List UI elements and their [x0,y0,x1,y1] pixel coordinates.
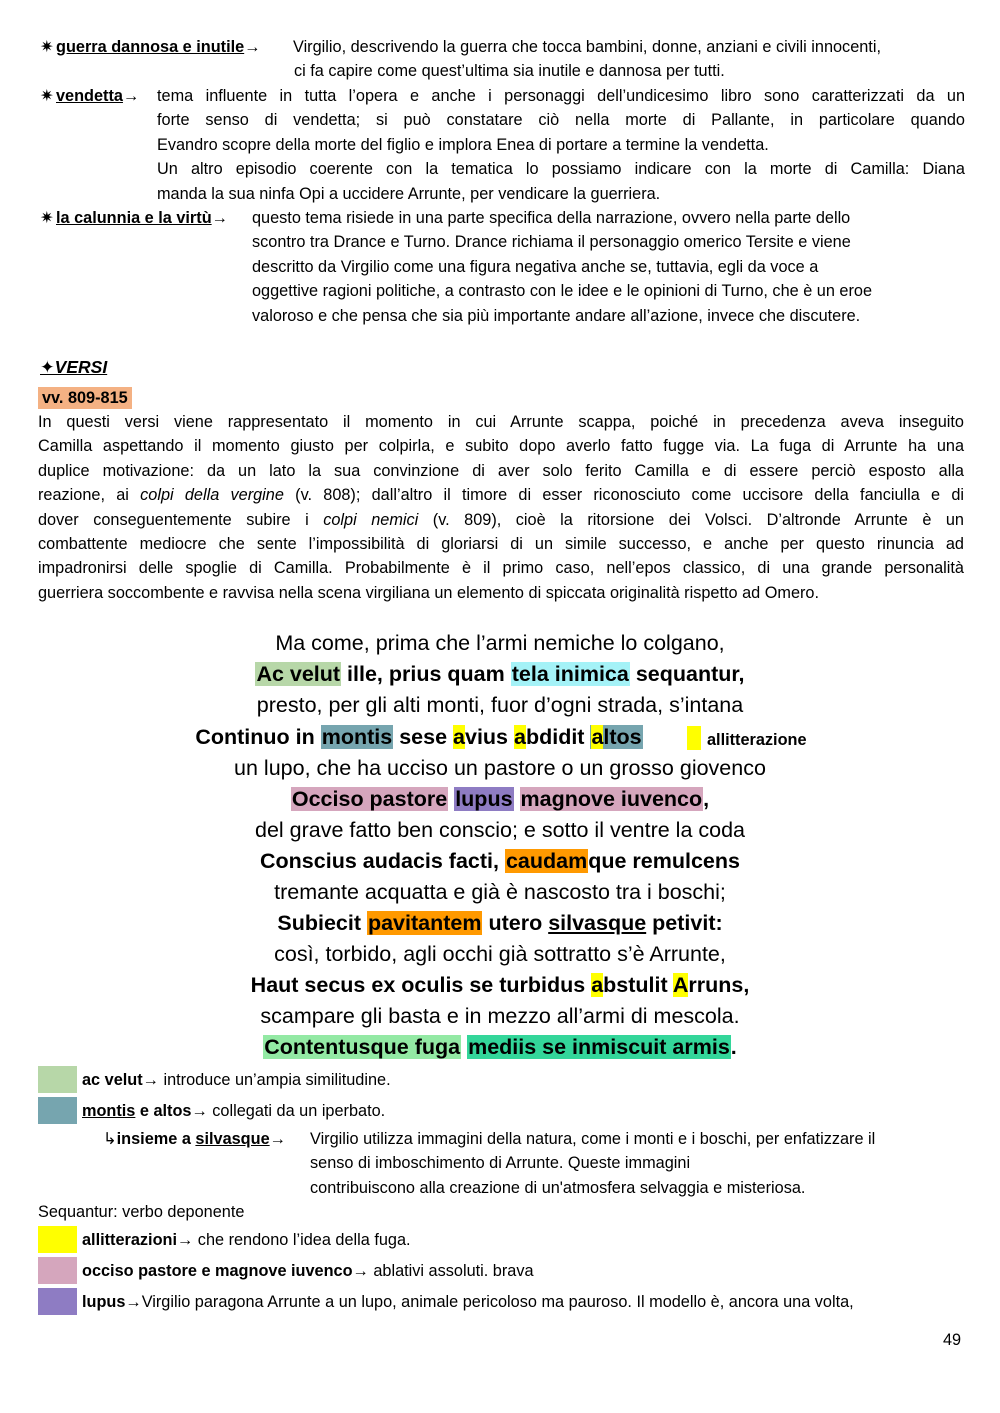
highlight-orange: caudam [505,849,588,873]
highlight-green: Ac velut [256,662,341,686]
highlight-cyan: tela inimica [511,662,629,686]
text-line: descritto da Virgilio come una figura negativa anche se, tuttavia, egli da voce a [252,257,819,276]
poem-italian-line: tremante acquatta e già è nascosto tra i boschi; [274,880,726,904]
highlight-yellow: A [672,973,689,997]
highlight-orange: pavitantem [367,911,482,935]
highlight-teal: montis [321,725,393,749]
theme-bullet-calunnia [40,206,965,330]
poem-latin-line: Contentusque fuga mediis se inmiscuit armis. [264,1035,737,1059]
legend-row-ac-velut: ac velut→ introduce un’ampia similitudine. [38,1066,968,1094]
text-line: Un altro episodio coerente con la tematica lo possiamo indicare con la morte di Camilla: Diana [157,160,965,179]
theme-term: guerra dannosa e inutile [56,38,245,56]
legend-row-allitterazioni: allitterazioni→ che rendono l’idea della fuga. [38,1226,968,1254]
quote-italic: colpi della vergine [140,486,284,505]
highlight-pink: magnove iuvenco [520,787,703,811]
verse-range-tag: vv. 809-815 [38,387,132,409]
color-swatch-purple [38,1288,77,1315]
poem-latin-line: Subiecit pavitantem utero silvasque petivit: [277,911,723,935]
arrow-icon: → [142,1071,159,1089]
text-line: Evandro scopre della morte del figlio e implora Enea di portare a termine la vendetta. [157,135,769,154]
legend-subrow-silvasque: ↳insieme a silvasque→ Virgilio utilizza immagini della natura, come i monti e i boschi, per enfatizzare il senso di imboschimento di Arrunte. Queste immagini contribuiscono alla creazione di un'atmosfera selvaggia e misteriosa. [103,1127,963,1201]
text-line: Camilla aspettando il momento giusto per colpirla, e subito dopo averlo fatto fugge via. La fuga di Arrunte ha una [38,437,964,456]
text-line: questo tema risiede in una parte specifica della narrazione, ovvero nella parte dello [252,209,851,227]
asterisk-bullet-icon: ✷ [40,38,54,56]
text-line: oggettive ragioni politiche, a contrasto con le idee e le opinioni di Turno, che è un eroe [252,282,872,301]
arrow-icon: → [122,87,140,105]
text-line: dover conseguentemente subire i colpi nemici (v. 809), cioè la ritorsione dei Volsci. D’altronde Arrunte è un [38,510,964,529]
highlight-purple: lupus [455,787,513,811]
poem-latin-line: Continuo in montis sese avius abdidit altos [195,725,642,749]
arrow-icon: → [244,38,261,56]
arrow-icon: → [269,1130,286,1148]
text-line: Virgilio utilizza immagini della natura, come i monti e i boschi, per enfatizzare il [310,1130,876,1148]
asterisk-bullet-icon: ✷ [40,87,54,105]
text-line: guerriera soccombente e ravvisa nella scena virgiliana un elemento di spiccata originalità rispetto ad Omero. [38,583,819,602]
text-line: In questi versi viene rappresentato il momento in cui Arrunte scappa, poiché in precedenza aveva inseguito [38,413,964,431]
note-sequantur: Sequantur: verbo deponente [38,1203,245,1221]
text-line: forte senso di vendetta; si può constatare ciò nella morte di Pallante, in particolare quando [157,111,965,130]
poem-italian-line: Ma come, prima che l’armi nemiche lo colgano, [275,631,725,655]
text-line: senso di imboschimento di Arrunte. Queste immagini [310,1154,691,1173]
poem-italian-line: un lupo, che ha ucciso un pastore o un grosso giovenco [234,756,766,780]
quote-italic: colpi nemici [323,510,419,529]
yellow-swatch [687,726,701,750]
arrow-icon: → [352,1262,369,1280]
poem-italian-line: del grave fatto ben conscio; e sotto il ventre la coda [254,818,746,842]
color-swatch-teal [38,1097,77,1124]
return-arrow-icon: ↳ [103,1130,117,1148]
commentary-paragraph [38,410,964,605]
text-line: contribuiscono alla creazione di un'atmosfera selvaggia e misteriosa. [310,1178,806,1197]
poem-italian-line: così, torbido, agli occhi già sottratto s’è Arrunte, [274,942,726,966]
arrow-icon: → [125,1293,142,1311]
text-line: manda la sua ninfa Opi a uccidere Arrunte, per vendicare la guerriera. [157,184,661,203]
text-line: valoroso e che pensa che sia più importante andare all’azione, invece che discutere. [252,306,861,325]
arrow-icon: → [191,1102,208,1120]
arrow-icon: → [177,1231,194,1249]
legend-row-ablativi: occiso pastore e magnove iuvenco→ ablativi assoluti. brava [38,1257,968,1285]
text-line: impadronirsi delle spoglie di Camilla. Probabilmente è il primo caso, nell’epos classico, di una grande personalità [38,559,964,578]
alliteration-note: allitterazione [687,726,807,750]
theme-bullet-vendetta [40,84,965,208]
poem-latin-line: Occiso pastore lupus magnove iuvenco, [291,787,710,811]
legend-row-montis-altos: montis e altos→ collegati da un iperbato. [38,1097,968,1125]
text-line: combattente mediocre che sente l’impossibilità di gloriarsi di un simile successo, e anche per questo rinuncia ad [38,535,964,554]
theme-term: la calunnia e la virtù [56,209,212,227]
color-swatch-pink [38,1257,77,1284]
text-line: ci fa capire come quest’ultima sia inutile e dannosa per tutti. [294,62,725,81]
arrow-icon: → [211,209,228,227]
poem-latin-line: Ac velut ille, prius quam tela inimica sequantur, [256,662,745,686]
text-line: duplice motivazione: da un lato la sua convinzione di aver solo ferito Camilla e di essere perciò esposto alla [38,461,964,480]
poem-latin-line: Haut secus ex oculis se turbidus abstulit Arruns, [250,973,750,997]
theme-term: vendetta [56,87,123,105]
highlight-sea-green: mediis se inmiscuit armis [468,1035,730,1059]
color-swatch-green [38,1066,77,1093]
highlight-yellow: a [591,973,604,997]
section-title: ✦VERSI [40,357,108,377]
text-line: scontro tra Drance e Turno. Drance richiama il personaggio omerico Tersite e viene [252,233,851,252]
legend-row-lupus: lupus→Virgilio paragona Arrunte a un lupo, animale pericoloso ma pauroso. Il modello è, ancora una volta, [38,1288,968,1316]
page-number: 49 [943,1331,962,1349]
highlight-light-green: Contentusque fuga [264,1035,461,1059]
color-swatch-yellow [38,1226,77,1253]
highlight-yellow: a [453,725,465,749]
poem-latin-line: Conscius audacis facti, caudamque remulcens [260,849,740,873]
underlined-word: silvasque [548,911,647,935]
highlight-yellow: a [513,725,526,749]
text-line: reazione, ai colpi della vergine (v. 808); dall’altro il timore di esser riconosciuto come uccisore della fanciulla e di [38,486,964,505]
highlight-pink: Occiso pastore [291,787,448,811]
theme-bullet-guerra [40,35,965,85]
poem-italian-line: presto, per gli alti monti, fuor d’ogni strada, s’intana [256,693,744,717]
text-line: tema influente in tutta l’opera e anche i personaggi dell’undicesimo libro sono caratterizzati da un [157,87,965,105]
asterisk-bullet-icon: ✷ [40,209,54,227]
poem-italian-line: scampare gli basta e in mezzo all’armi di mescola. [260,1004,740,1028]
text-line: Virgilio, descrivendo la guerra che tocca bambini, donne, anziani e civili innocenti, [293,38,881,56]
highlight-teal: altos [591,725,642,749]
